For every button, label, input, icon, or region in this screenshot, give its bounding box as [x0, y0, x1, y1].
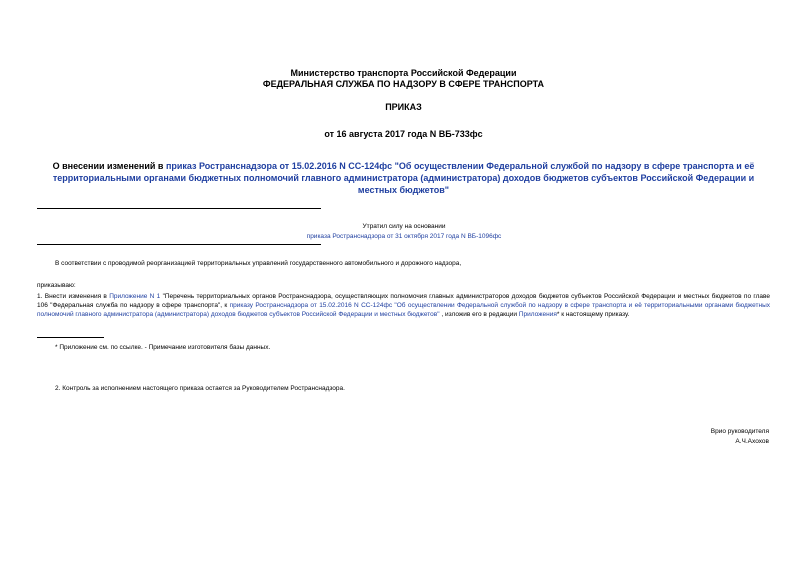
item-1-text-a: 1. Внести изменения в — [37, 293, 110, 300]
divider-bottom — [37, 244, 321, 245]
service-name: ФЕДЕРАЛЬНАЯ СЛУЖБА ПО НАДЗОРУ В СФЕРЕ ТРАНСПОРТА — [262, 79, 545, 89]
revocation-link[interactable]: приказа Ространснадзора от 31 октября 2017 года N ВБ-1096фс — [306, 233, 502, 240]
item-1-text-d: * к настоящему приказу. — [556, 311, 630, 318]
intro-paragraph: В соответствии с проводимой реорганизацией территориальных управлений государственного автомобильного и дорожного надзора, — [55, 260, 462, 267]
signature-name: А.Ч.Ахохов — [735, 438, 769, 445]
doc-date-number: от 16 августа 2017 года N ВБ-733фс — [324, 129, 483, 139]
signature-position: Врио руководителя — [710, 428, 769, 435]
order-word: приказываю: — [37, 282, 76, 289]
footnote-divider — [37, 337, 104, 338]
document-title — [40, 160, 767, 196]
divider-top — [37, 208, 321, 209]
ministry-name: Министерство транспорта Российской Федерации — [290, 68, 517, 78]
doc-type: ПРИКАЗ — [385, 102, 422, 112]
item-1-text-b: "Перечень территориальных органов Ространснадзора, осуществляющих полномочия главных администраторов доходов бюджетов субъектов Российской Федерации и местных бюджетов по главе 106 "Федеральная служба по надзору в сфере транспорта", к — [37, 293, 771, 309]
amended-order-link[interactable]: приказу Ространснадзора от 15.02.2016 N СС-124фс "Об осуществлении Федеральной службой по надзору в сфере транспорта и её территориальными органами бюджетных полномочий главного администратора (администратора) доходов бюджетов субъектов Российской Федерации и местных бюджетов" — [37, 302, 771, 318]
item-1-paragraph — [37, 292, 770, 319]
title-prefix: О внесении изменений в — [52, 161, 166, 171]
item-2-paragraph: 2. Контроль за исполнением настоящего приказа остается за Руководителем Ространснадзора. — [55, 385, 345, 392]
footnote: * Приложение см. по ссылке. - Примечание изготовителя базы данных. — [55, 344, 271, 351]
appendix-1-link[interactable]: Приложение N 1 — [109, 293, 161, 300]
appendix-link[interactable]: Приложения — [518, 311, 557, 318]
revocation-note: Утратил силу на основании — [362, 223, 446, 230]
title-amended-order-link[interactable]: приказ Ространснадзора от 15.02.2016 N СС-124фс "Об осуществлении Федеральной службой по надзору в сфере транспорта и её территориальными органами бюджетных полномочий главного администратора (администратора) доходов бюджетов субъектов Российской Федерации и местных бюджетов" — [52, 161, 755, 195]
item-1-text-c: , изложив его в редакции — [439, 311, 519, 318]
